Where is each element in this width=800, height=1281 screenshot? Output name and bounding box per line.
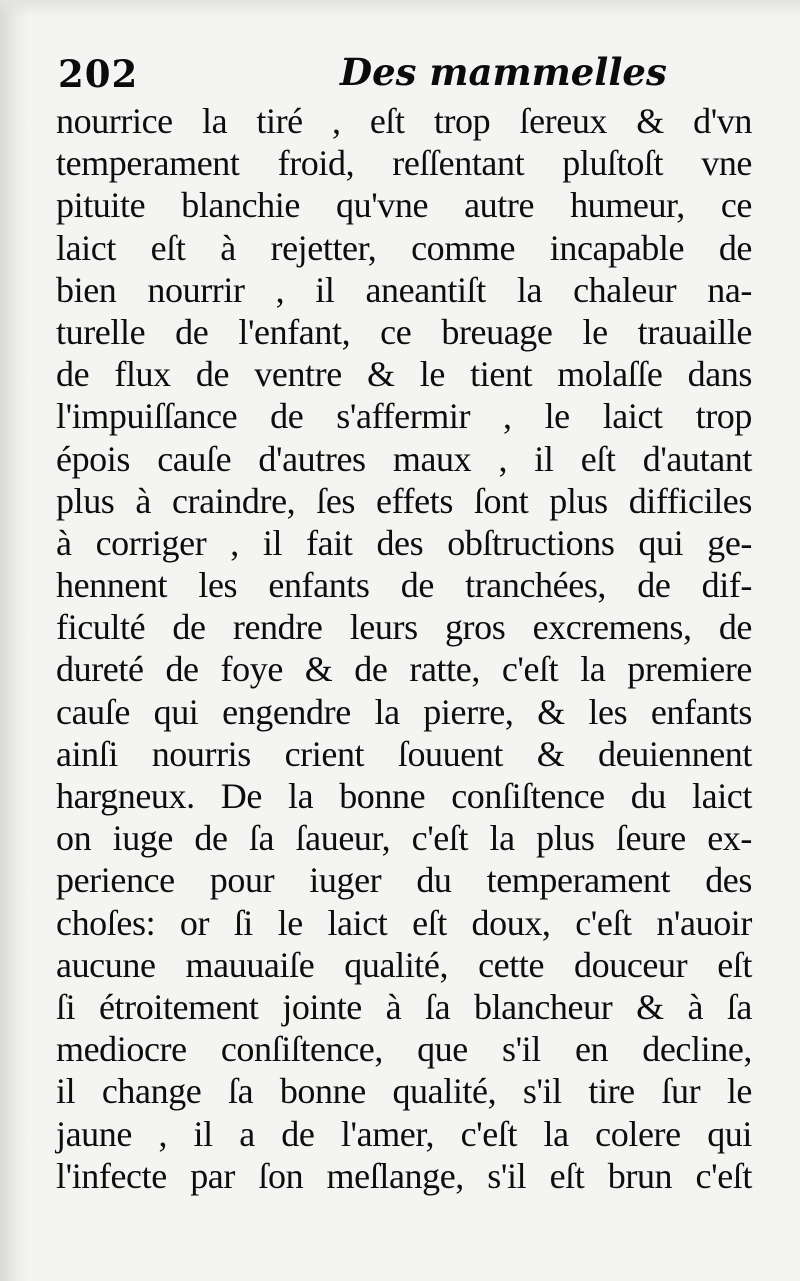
text-line: cauſe qui engendre la pierre, & les enfants (56, 691, 752, 732)
text-line: plus à craindre, ſes effets ſont plus difficiles (56, 480, 752, 521)
text-line: mediocre conſiſtence, que s'il en decline, (56, 1029, 752, 1070)
text-line: l'impuiſſance de s'affermir , le laict trop (56, 396, 752, 437)
text-line: on iuge de ſa ſaueur, c'eſt la plus ſeure ex- (56, 818, 752, 859)
text-line: turelle de l'enfant, ce breuage le trauaille (56, 311, 752, 352)
text-line: l'infecte par ſon meſlange, s'il eſt brun c'eſt (56, 1155, 752, 1196)
text-line: bien nourrir , il aneantiſt la chaleur na- (56, 269, 752, 310)
text-line: temperament froid, reſſentant pluſtoſt vne (56, 143, 752, 184)
page-number: 202 (58, 52, 139, 96)
running-head: Des mammelles (340, 50, 667, 94)
text-line: ſi étroitement jointe à ſa blancheur & à ſa (56, 986, 752, 1027)
text-line: aucune mauuaiſe qualité, cette douceur eſt (56, 944, 752, 985)
text-line: perience pour iuger du temperament des (56, 860, 752, 901)
text-line: jaune , il a de l'amer, c'eſt la colere qui (56, 1113, 752, 1154)
page-gutter-shadow (0, 0, 28, 1281)
text-line: à corriger , il fait des obſtructions qui ge- (56, 522, 752, 563)
text-line: nourrice la tiré , eſt trop ſereux & d'vn (56, 101, 752, 141)
page-header (58, 48, 758, 96)
body-text (56, 100, 752, 1197)
text-line: choſes: or ſi le laict eſt doux, c'eſt n'auoir (56, 902, 752, 943)
text-line: hennent les enfants de tranchées, de dif- (56, 565, 752, 606)
text-line: épois cauſe d'autres maux , il eſt d'autant (56, 438, 752, 479)
page-top-shadow (0, 0, 800, 18)
text-line: de flux de ventre & le tient molaſſe dans (56, 354, 752, 395)
text-line: pituite blanchie qu'vne autre humeur, ce (56, 185, 752, 226)
text-line: ficulté de rendre leurs gros excremens, de (56, 607, 752, 648)
text-line: laict eſt à rejetter, comme incapable de (56, 227, 752, 268)
text-line: il change ſa bonne qualité, s'il tire ſur le (56, 1071, 752, 1112)
text-line: dureté de foye & de ratte, c'eſt la premiere (56, 649, 752, 690)
text-line: ainſi nourris crient ſouuent & deuiennent (56, 733, 752, 774)
text-line: hargneux. De la bonne conſiſtence du laict (56, 776, 752, 816)
